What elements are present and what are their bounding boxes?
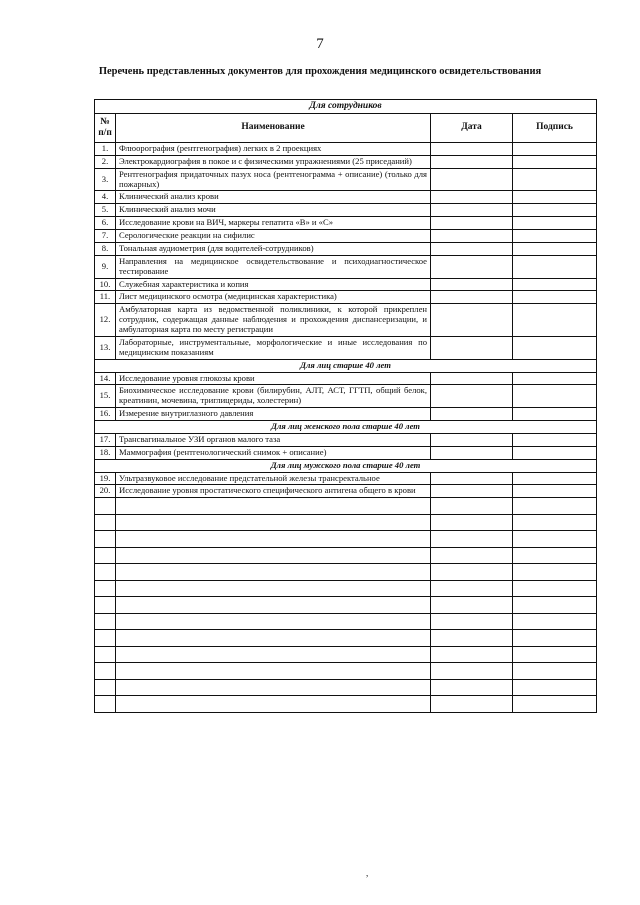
row-date-cell [431,485,513,498]
row-name: Направления на медицинское освидетельствование и психодиагностическое тестирование [116,255,431,278]
table-row [95,204,597,217]
row-name: Исследование уровня простатического специфического антигена общего в крови [116,485,431,498]
empty-cell [513,679,597,696]
empty-cell [513,580,597,597]
empty-cell [116,531,431,548]
empty-cell [431,597,513,614]
table-row [95,217,597,230]
row-date-cell [431,155,513,168]
empty-cell [513,663,597,680]
table-row [95,168,597,191]
row-name: Тональная аудиометрия (для водителей-сотрудников) [116,242,431,255]
row-signature-cell [513,191,597,204]
row-name: Электрокардиография в покое и с физическими упражнениями (25 приседаний) [116,155,431,168]
table-row [95,291,597,304]
empty-cell [116,679,431,696]
row-name: Служебная характеристика и копия [116,278,431,291]
row-name: Измерение внутриглазного давления [116,408,431,421]
row-name: Исследование крови на ВИЧ, маркеры гепатита «В» и «С» [116,217,431,230]
empty-cell [116,547,431,564]
row-number: 5. [95,204,116,217]
row-signature-cell [513,255,597,278]
empty-cell [95,564,116,581]
empty-cell [513,498,597,515]
empty-cell [513,564,597,581]
row-name: Ультразвуковое исследование предстательной железы трансректальное [116,472,431,485]
row-signature-cell [513,485,597,498]
row-signature-cell [513,304,597,337]
empty-cell [431,547,513,564]
row-date-cell [431,204,513,217]
table-row [95,408,597,421]
row-number: 8. [95,242,116,255]
table-row [95,242,597,255]
empty-cell [513,514,597,531]
row-date-cell [431,230,513,243]
empty-cell [431,613,513,630]
row-date-cell [431,385,513,408]
empty-cell [513,696,597,713]
row-signature-cell [513,278,597,291]
row-date-cell [431,372,513,385]
row-name: Флюорография (рентгенография) легких в 2 проекциях [116,142,431,155]
empty-cell [95,597,116,614]
subsection-heading: Для лиц старше 40 лет [95,359,597,372]
row-number: 12. [95,304,116,337]
row-name: Исследование уровня глюкозы крови [116,372,431,385]
table-row [95,336,597,359]
empty-table-row [95,514,597,531]
row-number: 20. [95,485,116,498]
empty-table-row [95,679,597,696]
row-name: Рентгенография придаточных пазух носа (рентгенограмма + описание) (только для пожарных) [116,168,431,191]
row-signature-cell [513,204,597,217]
row-number: 11. [95,291,116,304]
empty-cell [431,663,513,680]
row-number: 18. [95,446,116,459]
column-header-date: Дата [431,113,513,142]
table-row [95,304,597,337]
section-header-row [95,100,597,114]
table-row [95,385,597,408]
empty-cell [513,597,597,614]
empty-cell [431,630,513,647]
empty-cell [513,547,597,564]
empty-cell [431,498,513,515]
empty-cell [95,498,116,515]
row-number: 13. [95,336,116,359]
row-signature-cell [513,446,597,459]
table-row [95,142,597,155]
row-signature-cell [513,372,597,385]
row-name: Маммография (рентгенологический снимок + описание) [116,446,431,459]
empty-table-row [95,564,597,581]
empty-cell [116,696,431,713]
empty-cell [95,547,116,564]
empty-table-row [95,613,597,630]
section-header: Для сотрудников [95,100,597,114]
row-date-cell [431,433,513,446]
column-header-row [95,113,597,142]
empty-cell [431,564,513,581]
empty-cell [95,514,116,531]
row-date-cell [431,408,513,421]
empty-cell [116,613,431,630]
row-signature-cell [513,142,597,155]
row-signature-cell [513,385,597,408]
column-header-name: Наименование [116,113,431,142]
table-row [95,472,597,485]
row-number: 16. [95,408,116,421]
empty-table-row [95,663,597,680]
row-name: Лист медицинского осмотра (медицинская характеристика) [116,291,431,304]
column-header-sign: Подпись [513,113,597,142]
empty-cell [116,630,431,647]
empty-cell [513,531,597,548]
empty-table-row [95,597,597,614]
row-signature-cell [513,336,597,359]
row-number: 14. [95,372,116,385]
empty-cell [513,646,597,663]
empty-cell [116,646,431,663]
subsection-row [95,359,597,372]
empty-table-row [95,630,597,647]
row-signature-cell [513,242,597,255]
row-date-cell [431,304,513,337]
row-date-cell [431,278,513,291]
document-title: Перечень представленных документов для прохождения медицинского освидетельствования [98,66,542,77]
table-row [95,278,597,291]
row-number: 7. [95,230,116,243]
row-number: 6. [95,217,116,230]
empty-cell [431,696,513,713]
row-name: Трансвагинальное УЗИ органов малого таза [116,433,431,446]
empty-cell [116,580,431,597]
table-row [95,255,597,278]
table-row [95,446,597,459]
empty-cell [513,630,597,647]
empty-cell [95,646,116,663]
empty-cell [116,498,431,515]
row-number: 3. [95,168,116,191]
row-name: Серологические реакции на сифилис [116,230,431,243]
empty-cell [513,613,597,630]
row-signature-cell [513,433,597,446]
row-signature-cell [513,168,597,191]
table-row [95,485,597,498]
subsection-row [95,459,597,472]
empty-table-row [95,498,597,515]
row-signature-cell [513,472,597,485]
table-row [95,372,597,385]
row-signature-cell [513,155,597,168]
row-date-cell [431,217,513,230]
row-signature-cell [513,217,597,230]
row-date-cell [431,255,513,278]
page-number: 7 [316,36,324,52]
row-name: Биохимическое исследование крови (билирубин, АЛТ, АСТ, ГГТП, общий белок, креатинин, мочевина, триглицериды, холестерин) [116,385,431,408]
table-row [95,230,597,243]
empty-cell [116,663,431,680]
row-number: 10. [95,278,116,291]
row-number: 15. [95,385,116,408]
empty-cell [95,613,116,630]
empty-cell [116,514,431,531]
empty-table-row [95,696,597,713]
row-number: 4. [95,191,116,204]
empty-cell [116,597,431,614]
row-number: 17. [95,433,116,446]
empty-cell [116,564,431,581]
empty-cell [431,679,513,696]
row-number: 1. [95,142,116,155]
empty-cell [431,646,513,663]
empty-cell [95,663,116,680]
subsection-heading: Для лиц женского пола старше 40 лет [95,421,597,434]
row-name: Лабораторные, инструментальные, морфологические и иные исследования по медицинским показаниям [116,336,431,359]
row-date-cell [431,291,513,304]
column-header-num: № п/п [95,113,116,142]
row-date-cell [431,336,513,359]
subsection-heading: Для лиц мужского пола старше 40 лет [95,459,597,472]
empty-cell [95,580,116,597]
row-signature-cell [513,230,597,243]
row-signature-cell [513,291,597,304]
row-number: 9. [95,255,116,278]
empty-table-row [95,646,597,663]
table-row [95,155,597,168]
page-mark: , [366,868,369,878]
row-name: Клинический анализ крови [116,191,431,204]
row-date-cell [431,242,513,255]
row-date-cell [431,191,513,204]
table-row [95,191,597,204]
empty-table-row [95,580,597,597]
empty-cell [95,696,116,713]
empty-cell [95,531,116,548]
documents-table [94,99,597,713]
empty-cell [431,580,513,597]
row-date-cell [431,472,513,485]
row-number: 19. [95,472,116,485]
row-signature-cell [513,408,597,421]
row-name: Амбулаторная карта из ведомственной поликлиники, к которой прикреплен сотрудник, содержащая данные наблюдения и прохождения диспансеризации, и амбулаторная карта по месту регистрации [116,304,431,337]
empty-table-row [95,547,597,564]
empty-table-row [95,531,597,548]
row-date-cell [431,168,513,191]
row-number: 2. [95,155,116,168]
table-row [95,433,597,446]
table-body [95,142,597,712]
empty-cell [95,630,116,647]
empty-cell [431,531,513,548]
row-date-cell [431,446,513,459]
empty-cell [95,679,116,696]
empty-cell [431,514,513,531]
row-date-cell [431,142,513,155]
subsection-row [95,421,597,434]
row-name: Клинический анализ мочи [116,204,431,217]
